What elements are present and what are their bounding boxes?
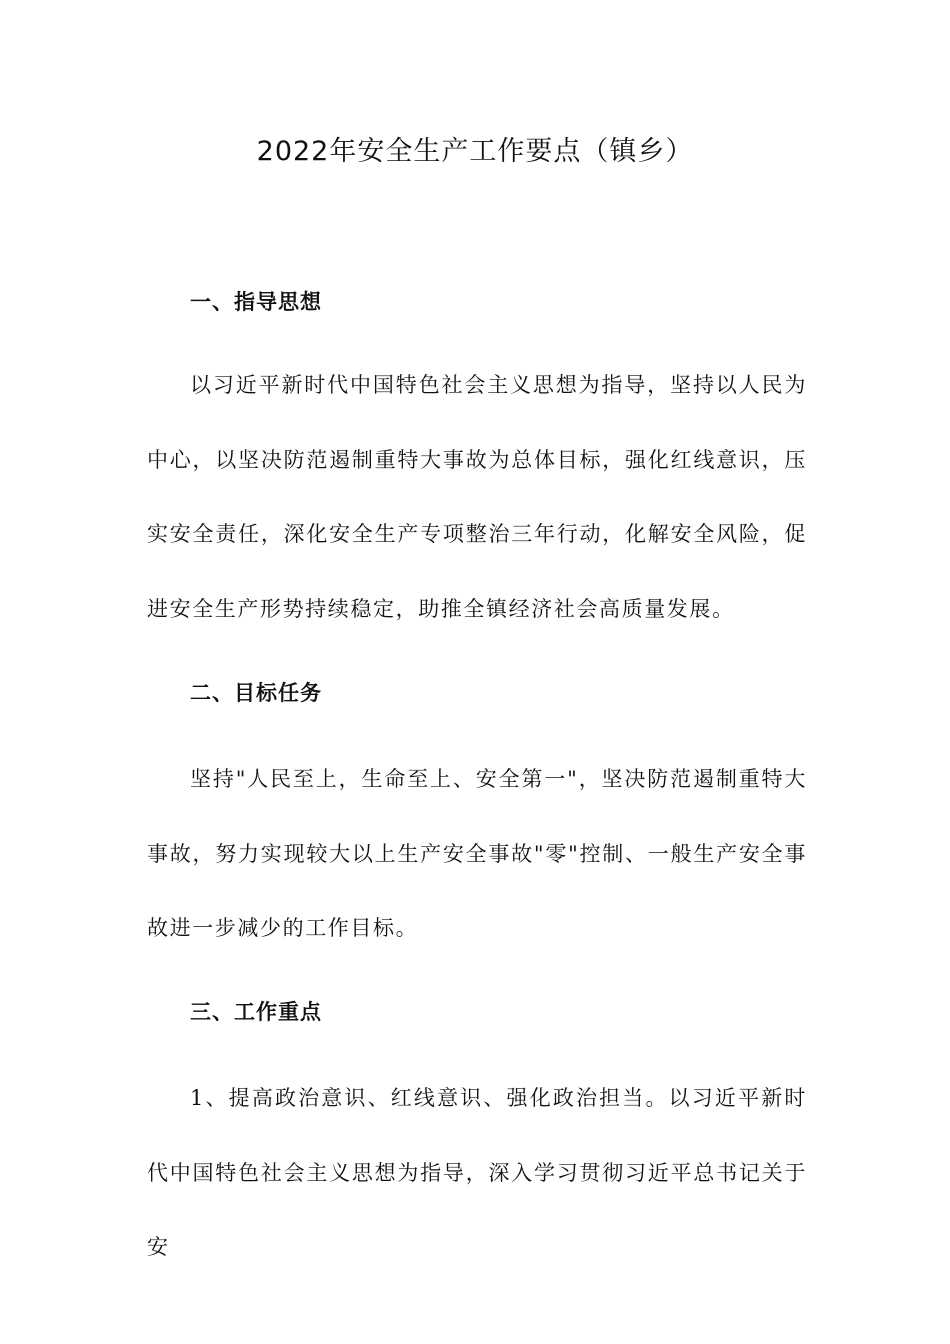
document-title: 2022年安全生产工作要点（镇乡） xyxy=(256,136,694,167)
section-paragraph-3: 1、提高政治意识、红线意识、强化政治担当。以习近平新时代中国特色社会主义思想为指导，深入学习贯彻习近平总书记关于安 xyxy=(147,1086,807,1259)
section-paragraph-2: 坚持"人民至上，生命至上、安全第一"，坚决防范遏制重特大事故，努力实现较大以上生产安全事故"零"控制、一般生产安全事故进一步减少的工作目标。 xyxy=(147,767,807,940)
section-heading-1: 一、指导思想 xyxy=(190,290,322,314)
section-heading-3: 三、工作重点 xyxy=(190,1000,322,1024)
section-paragraph-1: 以习近平新时代中国特色社会主义思想为指导，坚持以人民为中心，以坚决防范遏制重特大事故为总体目标，强化红线意识，压实安全责任，深化安全生产专项整治三年行动，化解安全风险，促进安全生产形势持续稳定，助推全镇经济社会高质量发展。 xyxy=(147,373,807,621)
section-heading-2: 二、目标任务 xyxy=(190,681,322,705)
